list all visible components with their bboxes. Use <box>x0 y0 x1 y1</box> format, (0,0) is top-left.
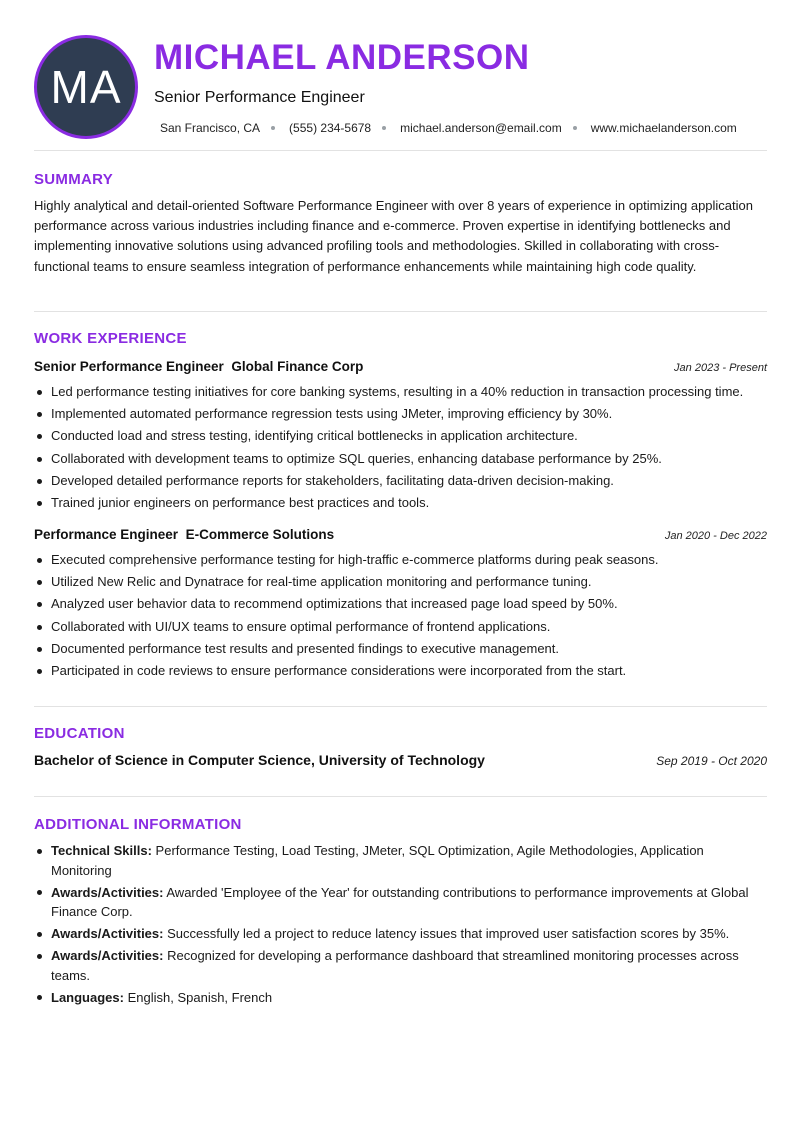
education-dates: Sep 2019 - Oct 2020 <box>656 754 767 768</box>
job-title: Senior Performance Engineer <box>34 359 224 374</box>
list-item: Participated in code reviews to ensure performance considerations were incorporated from the start. <box>34 660 767 682</box>
job-title: Performance Engineer <box>34 527 179 542</box>
item-text: Performance Testing, Load Testing, JMeter, SQL Optimization, Agile Methodologies, Application Monitoring <box>51 843 704 878</box>
contact-location: San Francisco, CA <box>160 121 261 135</box>
avatar <box>34 35 138 139</box>
section-title-experience: WORK EXPERIENCE <box>34 330 187 347</box>
item-label: Awards/Activities: <box>51 926 164 941</box>
list-item <box>34 946 767 985</box>
contact-website[interactable]: www.michaelanderson.com <box>590 121 737 135</box>
divider <box>34 150 767 151</box>
contact-email[interactable]: michael.anderson@email.com <box>400 121 562 135</box>
item-text: Recognized for developing a performance dashboard that streamlined monitoring processes across teams. <box>51 948 739 983</box>
list-item: Collaborated with development teams to optimize SQL queries, enhancing database performance by 25%. <box>34 448 767 470</box>
divider <box>34 311 767 312</box>
list-item: Analyzed user behavior data to recommend optimizations that increased page load speed by 50%. <box>34 593 767 615</box>
section-title-summary: SUMMARY <box>34 171 114 188</box>
section-title-additional: ADDITIONAL INFORMATION <box>34 816 242 833</box>
list-item: Implemented automated performance regression tests using JMeter, improving efficiency by 30%. <box>34 403 767 425</box>
job-title-line <box>34 359 363 374</box>
avatar-initials: MA <box>50 61 122 113</box>
item-text: English, Spanish, French <box>127 989 273 1005</box>
divider <box>34 706 767 707</box>
resume-header <box>0 0 800 150</box>
job-company: Global Finance Corp <box>231 359 364 374</box>
item-label: Awards/Activities: <box>51 884 164 900</box>
list-item <box>34 988 767 1008</box>
divider <box>34 796 767 797</box>
job-header <box>34 359 767 374</box>
job-dates: Jan 2020 - Dec 2022 <box>664 530 767 542</box>
list-item <box>34 883 767 922</box>
list-item <box>34 841 767 880</box>
additional-info-list <box>34 841 767 1010</box>
job-dates: Jan 2023 - Present <box>674 362 767 374</box>
item-label: Awards/Activities: <box>51 948 164 963</box>
summary-text: Highly analytical and detail-oriented Software Performance Engineer with over 8 years of experience in optimizing application performance across various industries including finance and e-commerce. Proven expertise in identifying bottlenecks and implementing innovative solutions using advanced profiling tools and methodologies. Skilled in collaborating with cross-functional teams to ensure seamless integration of performance enhancements while maintaining high code quality. <box>34 198 753 274</box>
separator-dot <box>573 126 577 130</box>
separator-dot <box>271 126 275 130</box>
list-item: Conducted load and stress testing, identifying critical bottlenecks in application architecture. <box>34 425 767 447</box>
list-item: Led performance testing initiatives for core banking systems, resulting in a 40% reduction in transaction processing time. <box>34 381 767 403</box>
item-label: Technical Skills: <box>51 843 152 858</box>
list-item: Collaborated with UI/UX teams to ensure optimal performance of frontend applications. <box>34 616 767 638</box>
job-header <box>34 527 767 542</box>
section-title-education: EDUCATION <box>34 725 125 742</box>
item-label: Languages: <box>51 989 124 1005</box>
item-text: Awarded 'Employee of the Year' for outstanding contributions to performance improvements at Global Finance Corp. <box>51 884 749 919</box>
list-item: Executed comprehensive performance testing for high-traffic e-commerce platforms during peak seasons. <box>34 549 767 571</box>
list-item: Developed detailed performance reports for stakeholders, facilitating data-driven decision-making. <box>34 470 767 492</box>
contact-row <box>160 121 737 135</box>
education-degree: Bachelor of Science in Computer Science, University of Technology <box>34 752 485 768</box>
list-item <box>34 924 767 944</box>
education-entry <box>34 752 767 768</box>
job-company: E-Commerce Solutions <box>185 527 335 542</box>
job-bullets <box>34 549 767 682</box>
job-bullets <box>34 381 767 514</box>
list-item: Documented performance test results and presented findings to executive management. <box>34 638 767 660</box>
list-item: Utilized New Relic and Dynatrace for real-time application monitoring and performance tuning. <box>34 571 767 593</box>
list-item: Trained junior engineers on performance best practices and tools. <box>34 492 767 514</box>
separator-dot <box>382 126 386 130</box>
job-title-line <box>34 527 334 542</box>
contact-phone: (555) 234-5678 <box>289 121 372 135</box>
item-text: Successfully led a project to reduce latency issues that improved user satisfaction scores by 35%. <box>167 926 730 941</box>
candidate-title: Senior Performance Engineer <box>154 89 365 106</box>
candidate-name: MICHAEL ANDERSON <box>154 38 530 77</box>
